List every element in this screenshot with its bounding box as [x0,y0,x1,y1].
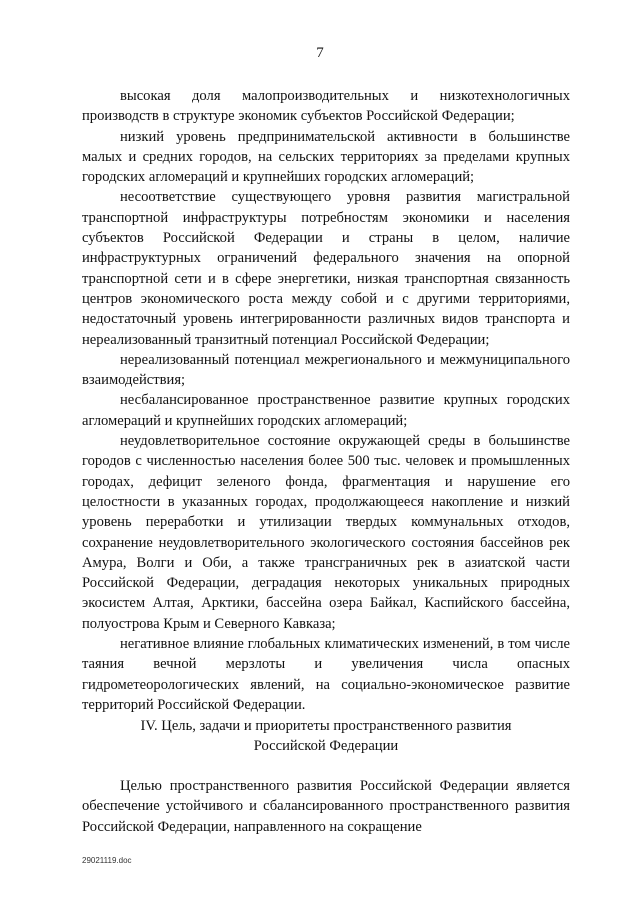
paragraph: негативное влияние глобальных климатических изменений, в том числе таяния вечной мерзлоты и увеличения числа опасных гидрометеорологических явлений, на социально-экономическое развитие территорий Российской Федерации. [82,636,570,713]
section-heading-line2: Российской Федерации [253,738,399,755]
paragraph: высокая доля малопроизводительных и низкотехнологичных производств в структуре экономик субъектов Российской Федерации; [82,88,570,125]
section-body [82,776,570,837]
paragraph: нереализованный потенциал межрегионального и межмуниципального взаимодействия; [82,351,570,389]
paragraph: несбалансированное пространственное развитие крупных городских агломераций и крупнейших городских агломераций; [82,392,570,429]
section-heading-line1: IV. Цель, задачи и приоритеты пространственного развития [140,718,512,734]
page-number: 7 [316,45,324,61]
paragraph: неудовлетворительное состояние окружающей среды в большинстве городов с численностью населения более 500 тыс. человек и промышленных городах, дефицит зеленого фонда, фрагментация и нарушение его целостности в указанных городах, продолжающееся накопление и низкий уровень переработки и утилизации твердых коммунальных отходов, сохранение неудовлетворительного экологического состояния бассейнов рек Амура, Волги и Оби, а также трансграничных рек в азиатской части Российской Федерации, деградация некоторых уникальных природных экосистем Алтая, Арктики, бассейна озера Байкал, Каспийского бассейна, полуострова Крым и Северного Кавказа; [82,433,570,632]
body-text [82,86,570,715]
paragraph: Целью пространственного развития Российской Федерации является обеспечение устойчивого и сбалансированного пространственного развития Российской Федерации, направленного на сокращение [82,778,570,835]
paragraph: низкий уровень предпринимательской активности в большинстве малых и средних городов, на сельских территориях за пределами крупных городских агломераций и крупнейших городских агломераций; [82,128,570,186]
footer-filename: 29021119.doc [82,856,132,865]
paragraph: несоответствие существующего уровня развития магистральной транспортной инфраструктуры потребностям экономики и населения субъектов Российской Федерации и страны в целом, наличие инфраструктурных ограничений федерального значения на опорной транспортной сети и в сфере энергетики, низкая транспортная связанность центров экономического роста между собой и с другими территориями, недостаточный уровень интегрированности различных видов транспорта и нереализованный транзитный потенциал Российской Федерации; [82,189,570,348]
section-heading [82,716,570,757]
